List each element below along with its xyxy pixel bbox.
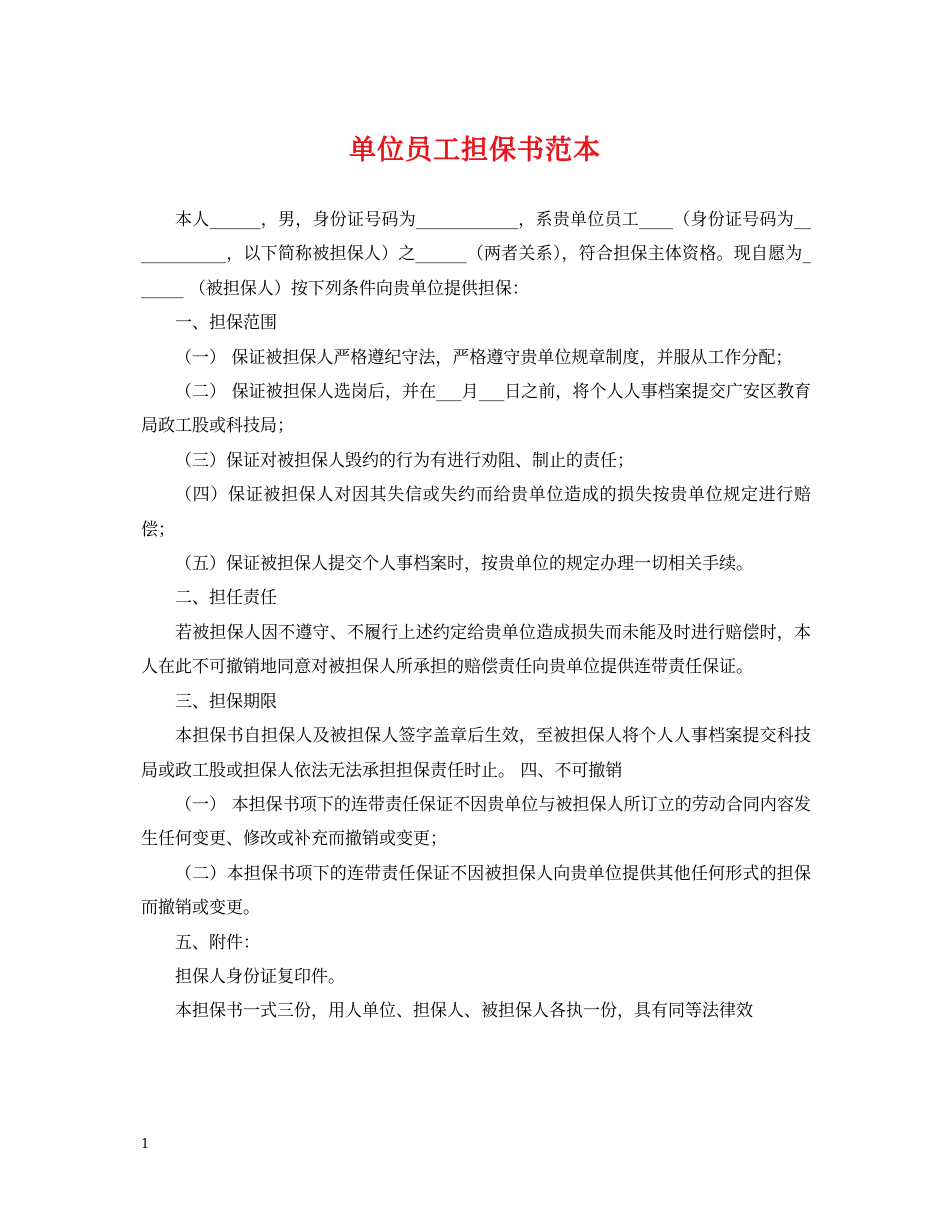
section-heading-term: 三、担保期限 (175, 691, 277, 712)
paragraph-irrevocable-1: （一） 本担保书项下的连带责任保证不因贵单位与被担保人所订立的劳动合同内容发生任何变更、修改或补充而撤销或变更； (141, 794, 811, 850)
paragraph-copies: 本担保书一式三份，用人单位、担保人、被担保人各执一份，具有同等法律效 (175, 1001, 753, 1022)
paragraph-scope-2: （二） 保证被担保人选岗后，并在___月___日之前，将个人人事档案提交广安区教育局政工股或科技局； (141, 382, 811, 437)
paragraph-intro: 本人______，男，身份证号码为____________，系贵单位员工____（身份证号码为____________，以下简称被担保人）之______（两者关系），符合担保主体资格。现自愿为______ （被担保人）按下列条件向贵单位提供担保： (141, 210, 811, 299)
paragraph-scope-3: （三）保证对被担保人毁约的行为有进行劝阻、制止的责任； (175, 450, 634, 471)
section-heading-liability: 二、担任责任 (175, 588, 277, 609)
paragraph-liability: 若被担保人因不遵守、不履行上述约定给贵单位造成损失而未能及时进行赔偿时，本人在此不可撤销地同意对被担保人所承担的赔偿责任向贵单位提供连带责任保证。 (141, 622, 811, 678)
paragraph-scope-1: （一） 保证被担保人严格遵纪守法，严格遵守贵单位规章制度，并服从工作分配； (175, 347, 793, 368)
paragraph-scope-5: （五）保证被担保人提交个人事档案时，按贵单位的规定办理一切相关手续。 (175, 554, 753, 575)
paragraph-attachments: 担保人身份证复印件。 (175, 966, 345, 987)
paragraph-irrevocable-2: （二）本担保书项下的连带责任保证不因被担保人向贵单位提供其他任何形式的担保而撤销或变更。 (141, 863, 811, 919)
paragraph-term: 本担保书自担保人及被担保人签字盖章后生效，至被担保人将个人人事档案提交科技局或政工股或担保人依法无法承担担保责任时止。 四、不可撤销 (141, 726, 811, 781)
section-heading-attachments: 五、附件： (175, 932, 260, 953)
document-body (141, 203, 811, 1029)
section-heading-scope: 一、担保范围 (175, 313, 277, 334)
page-number: 1 (141, 1137, 150, 1152)
document-title: 单位员工担保书范本 (349, 135, 601, 166)
paragraph-scope-4: （四）保证被担保人对因其失信或失约而给贵单位造成的损失按贵单位规定进行赔偿； (141, 485, 811, 540)
